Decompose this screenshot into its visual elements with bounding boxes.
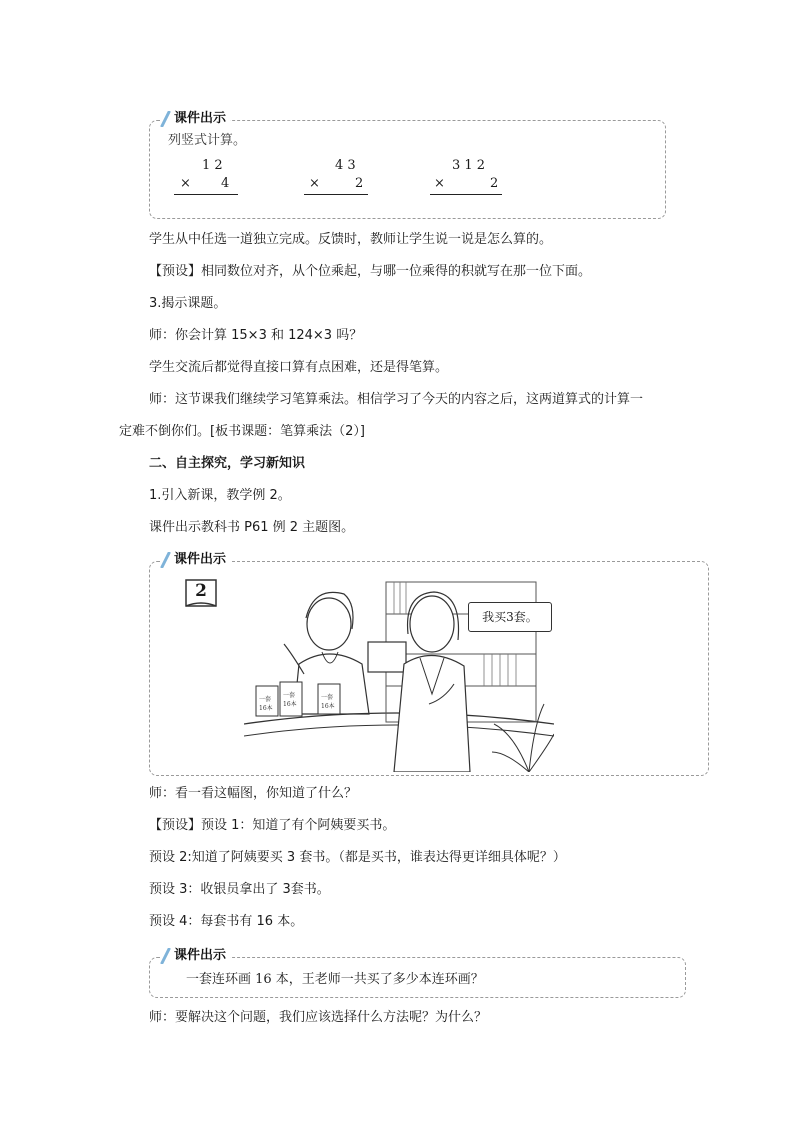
calc-operator: × [180, 176, 191, 191]
courseware-label-text: 课件出示 [174, 111, 227, 126]
paragraph: 定难不倒你们。[板书课题：笔算乘法（2）] [119, 424, 365, 439]
calc-underline [174, 194, 238, 195]
paragraph: 3.揭示课题。 [149, 296, 227, 311]
calc-operator: × [434, 176, 445, 191]
calc-top-number: 1 2 [202, 158, 223, 173]
pen-icon [160, 552, 171, 568]
paragraph: 预设 4：每套书有 16 本。 [149, 914, 304, 929]
paragraph: 课件出示教科书 P61 例 2 主题图。 [149, 520, 355, 535]
paragraph: 【预设】预设 1：知道了有个阿姨要买书。 [149, 818, 396, 833]
calc-bottom-number: 2 [355, 176, 364, 191]
paragraph: 师：看一看这幅图，你知道了什么？ [149, 786, 358, 801]
calc-operator: × [309, 176, 320, 191]
speech-text: 我买3套。 [482, 610, 538, 624]
courseware-box-3 [149, 948, 686, 998]
calc-bottom-number: 4 [221, 176, 230, 191]
vertical-calc-2 [302, 158, 372, 198]
paragraph: 1.引入新课，教学例 2。 [149, 488, 291, 503]
calc-underline [304, 194, 368, 195]
paragraph: 预设 3：收银员拿出了 3套书。 [149, 882, 330, 897]
paragraph: 学生交流后都觉得直接口算有点困难，还是得笔算。 [149, 360, 449, 375]
example-number-badge [184, 578, 218, 608]
courseware-label-text: 课件出示 [174, 948, 227, 963]
calc-underline [430, 194, 502, 195]
book-label: 一套 [283, 692, 296, 699]
pen-icon [160, 948, 171, 964]
book-label: 16本 [283, 701, 297, 708]
paragraph: 【预设】相同数位对齐，从个位乘起，与哪一位乘得的积就写在那一位下面。 [149, 264, 592, 279]
paragraph: 学生从中任选一道独立完成。反馈时，教师让学生说一说是怎么算的。 [149, 232, 553, 247]
section-heading: 二、自主探究，学习新知识 [149, 456, 306, 471]
calc-top-number: 3 1 2 [452, 158, 486, 173]
example-number: 2 [195, 581, 207, 601]
book-label: 一套 [259, 696, 272, 703]
paragraph: 师：你会计算 15×3 和 124×3 吗？ [149, 328, 363, 343]
courseware-box-1 [149, 111, 666, 219]
paragraph: 师：这节课我们继续学习笔算乘法。相信学习了今天的内容之后，这两道算式的计算一 [149, 392, 644, 407]
book-label: 16本 [259, 705, 273, 712]
vertical-calc-3 [430, 158, 510, 198]
courseware-label-text: 课件出示 [174, 552, 227, 567]
calc-top-number: 4 3 [335, 158, 356, 173]
courseware-label [160, 551, 230, 569]
book-label: 一套 [321, 694, 334, 701]
word-problem: 一套连环画 16 本，王老师一共买了多少本连环画？ [186, 972, 484, 987]
book-label: 16本 [321, 703, 335, 710]
speech-bubble [468, 602, 552, 632]
calc-instruction: 列竖式计算。 [168, 133, 247, 148]
courseware-label [160, 947, 230, 965]
vertical-calc-1 [170, 158, 240, 198]
courseware-box-2 [149, 552, 709, 776]
courseware-label [160, 110, 230, 128]
calc-bottom-number: 2 [490, 176, 499, 191]
pen-icon [160, 111, 171, 127]
paragraph: 预设 2:知道了阿姨要买 3 套书。（都是买书，谁表达得更详细具体呢？） [149, 850, 566, 865]
paragraph: 师：要解决这个问题，我们应该选择什么方法呢？为什么？ [149, 1010, 488, 1025]
